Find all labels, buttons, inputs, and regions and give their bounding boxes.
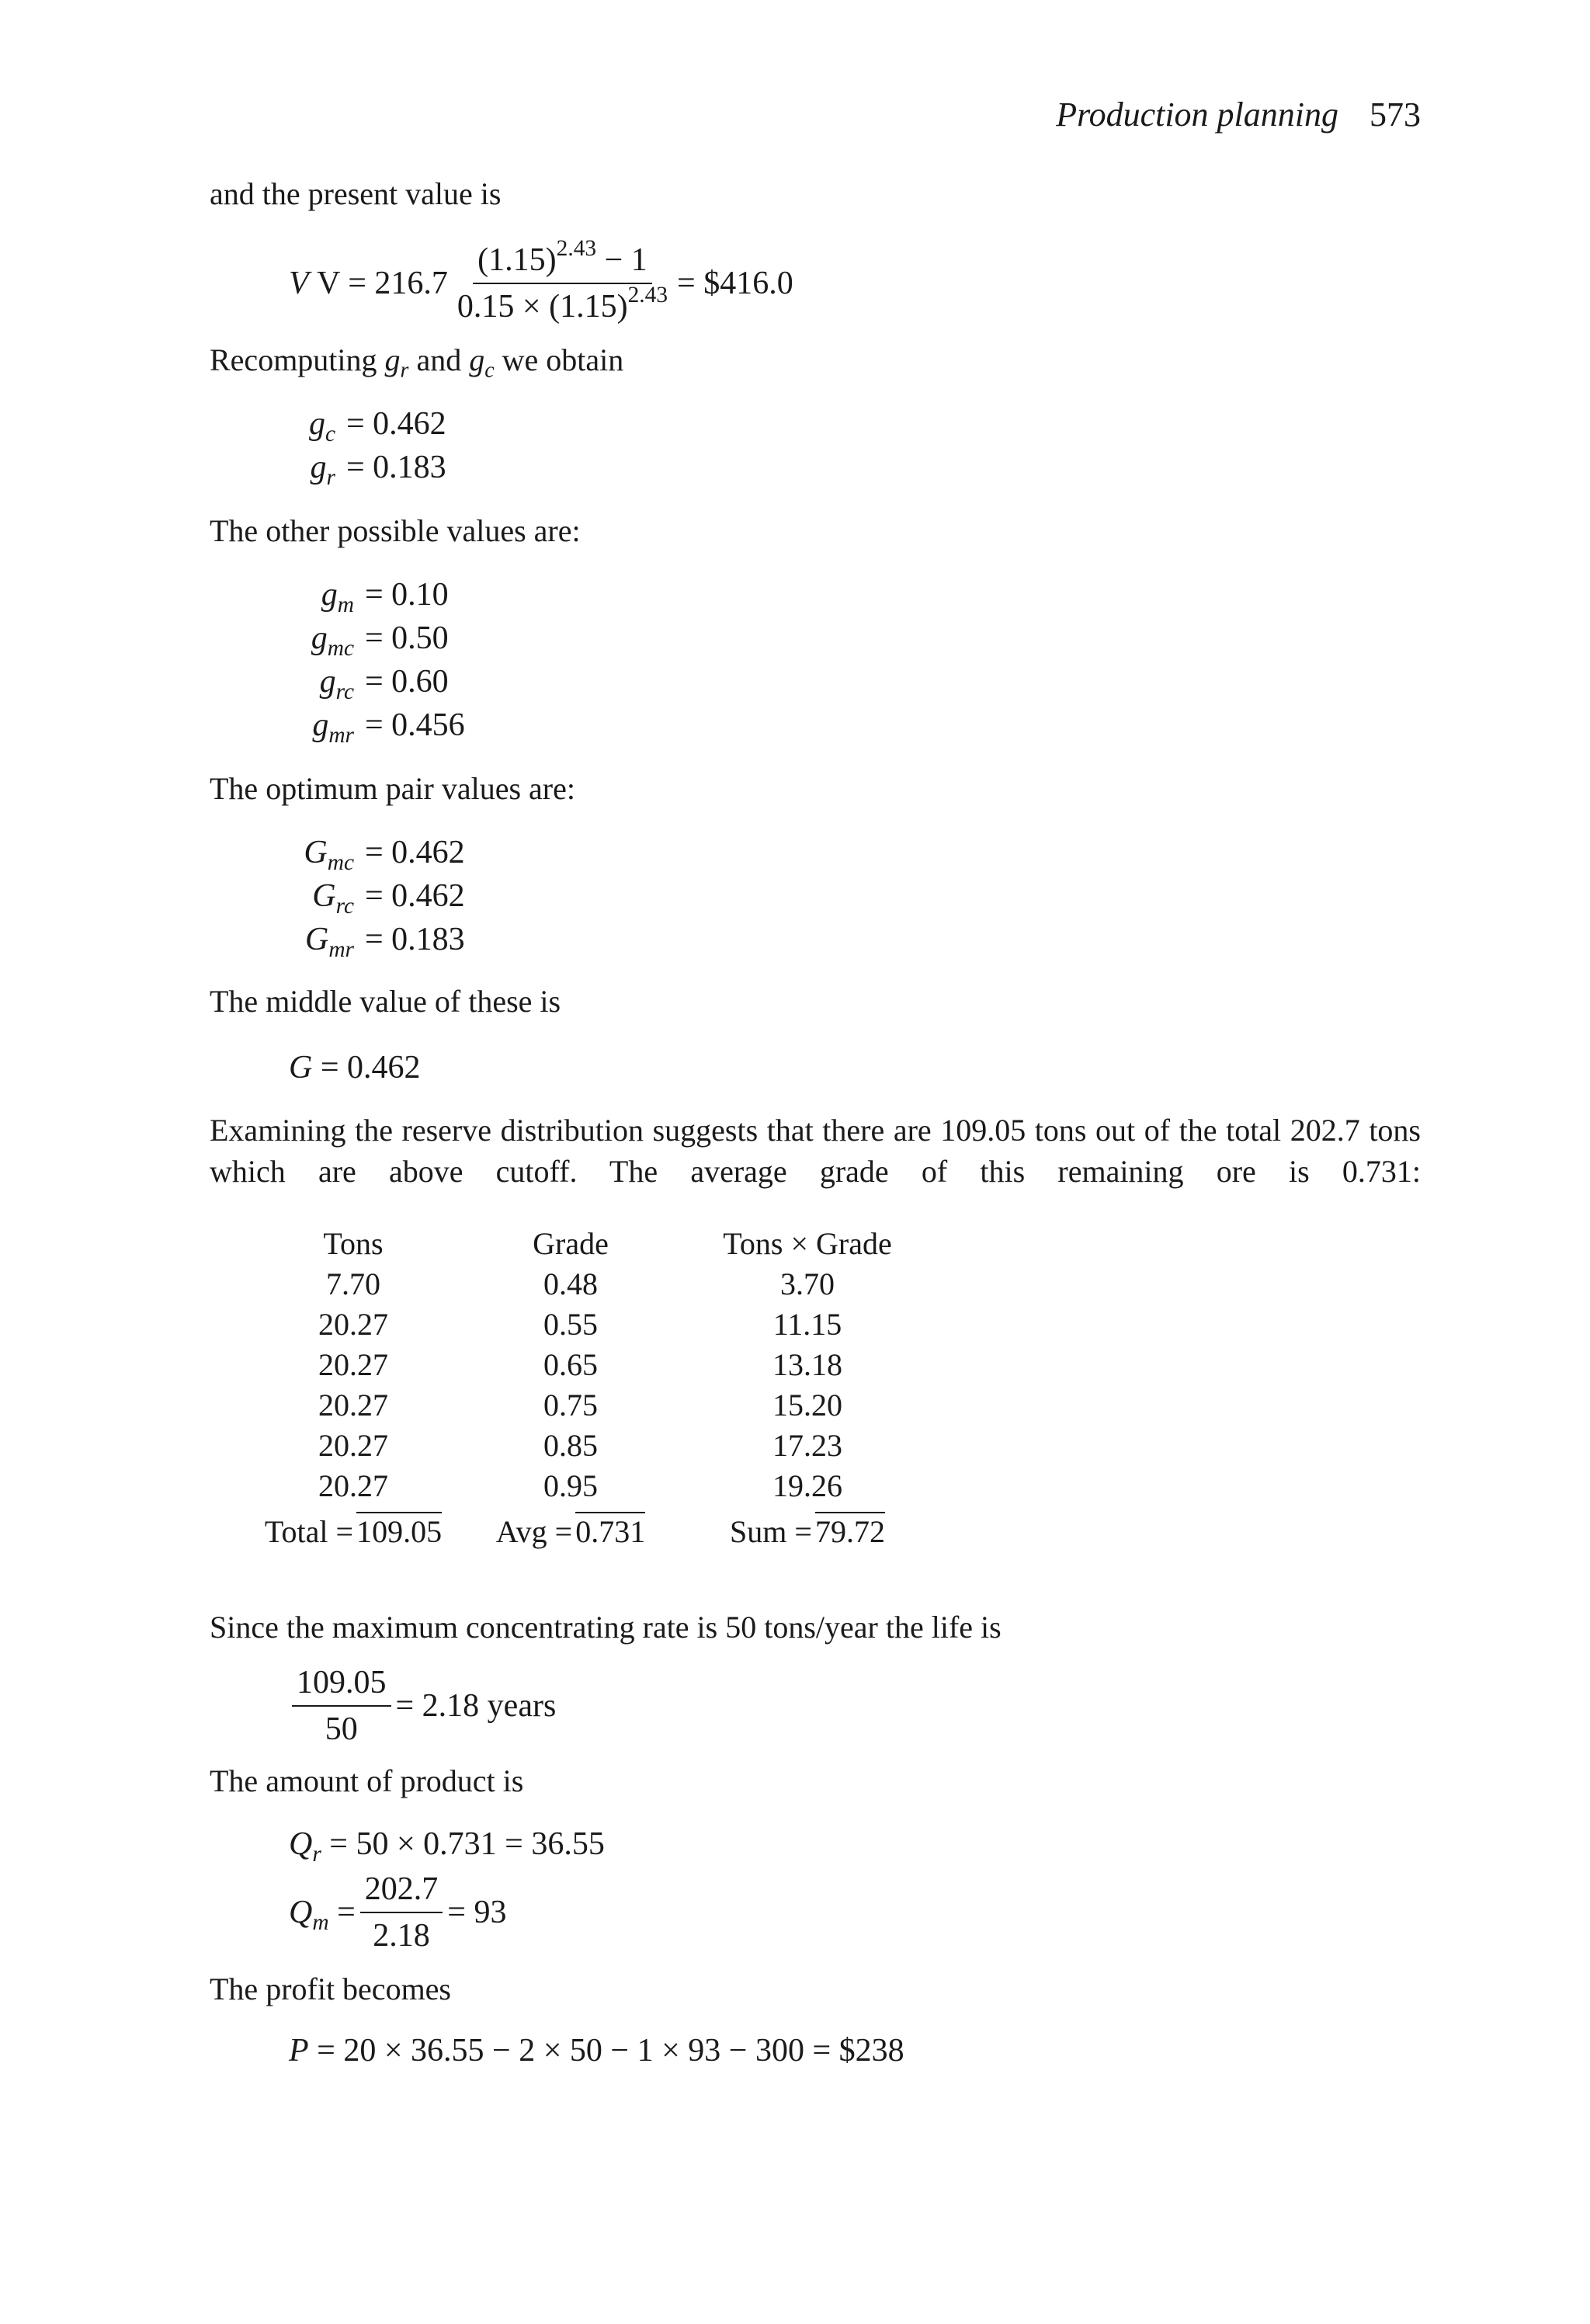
recomputed-g-symbol: $g_c$ bbox=[308, 405, 335, 446]
table-cell: 0.85 bbox=[543, 1427, 598, 1463]
and-text: and bbox=[416, 342, 462, 377]
other-g-value: = 0.456 bbox=[365, 707, 465, 743]
total-label: Sum = bbox=[730, 1513, 812, 1549]
qr-rhs: = 50 × 0.731 = 36.55 bbox=[329, 1826, 605, 1862]
other-g-line bbox=[289, 573, 465, 617]
table-cell: 0.55 bbox=[543, 1306, 598, 1342]
optimum-G-value: = 0.462 bbox=[365, 877, 465, 914]
qm-fraction bbox=[360, 1870, 443, 1956]
other-g-value: = 0.60 bbox=[365, 663, 449, 700]
running-header bbox=[1056, 95, 1421, 134]
table-cell: 17.23 bbox=[772, 1427, 842, 1463]
column-header: Tons bbox=[323, 1225, 384, 1261]
other-g-value: = 0.50 bbox=[365, 620, 449, 656]
we-obtain-text: we obtain bbox=[502, 342, 624, 377]
recomputed-g-line bbox=[289, 446, 446, 489]
recomputed-g-value: = 0.183 bbox=[346, 449, 446, 485]
recomputing-text: Recomputing bbox=[210, 342, 377, 377]
optimum-G-symbol: $G_{mc}$ bbox=[304, 834, 354, 875]
total-value: 0.731 bbox=[575, 1512, 645, 1550]
qm-denominator: 2.18 bbox=[373, 1918, 430, 1954]
other-g-value: = 0.10 bbox=[365, 576, 449, 613]
column-header: Grade bbox=[533, 1225, 609, 1261]
table-header-row bbox=[248, 1223, 932, 1263]
recomputed-g-symbol: $g_r$ bbox=[310, 449, 335, 490]
total-cell bbox=[683, 1506, 932, 1551]
table-cell: 20.27 bbox=[318, 1346, 388, 1382]
qr-equation bbox=[289, 1825, 605, 1867]
recomputed-g-value: = 0.462 bbox=[346, 405, 446, 442]
other-g-symbol: $g_{rc}$ bbox=[319, 663, 354, 704]
v-result: = $416.0 bbox=[677, 266, 793, 302]
profit-rhs: = 20 × 36.55 − 2 × 50 − 1 × 93 − 300 = $238 bbox=[317, 2033, 904, 2069]
life-equation bbox=[287, 1663, 556, 1749]
qm-symbol: Q bbox=[289, 1895, 313, 1931]
optimum-G-line bbox=[289, 918, 465, 961]
qm-equation bbox=[289, 1870, 506, 1956]
table-cell: 20.27 bbox=[318, 1306, 388, 1342]
other-g-symbol: $g_{mc}$ bbox=[311, 620, 354, 661]
optimum-G-line bbox=[289, 874, 465, 918]
middle-rhs: = 0.462 bbox=[320, 1050, 421, 1086]
table-row bbox=[248, 1263, 932, 1304]
other-g-symbol: $g_{mr}$ bbox=[312, 707, 354, 748]
v-den-head: 0.15 × (1.15) bbox=[457, 289, 628, 325]
table-cell: 0.95 bbox=[543, 1468, 598, 1503]
middle-symbol: G bbox=[289, 1050, 313, 1086]
table-cell: 20.27 bbox=[318, 1387, 388, 1423]
middle-value-heading: The middle value of these is bbox=[210, 984, 561, 1019]
qm-subscript: m bbox=[312, 1910, 329, 1935]
table-cell: 11.15 bbox=[772, 1306, 842, 1342]
other-g-symbol: $g_m$ bbox=[321, 576, 354, 617]
total-value: 109.05 bbox=[356, 1512, 442, 1550]
qr-subscript: r bbox=[312, 1841, 321, 1867]
optimum-G-symbol: $G_{rc}$ bbox=[312, 877, 354, 919]
profit-text: The profit becomes bbox=[210, 1971, 451, 2006]
v-num-tail: − 1 bbox=[596, 242, 647, 278]
qr-symbol: Q bbox=[289, 1826, 313, 1862]
v-den-exp: 2.43 bbox=[627, 283, 668, 308]
table-cell: 13.18 bbox=[772, 1346, 842, 1382]
optimum-pairs-list bbox=[289, 831, 465, 961]
other-values-heading: The other possible values are: bbox=[210, 513, 581, 548]
reserve-distribution-table bbox=[248, 1223, 932, 1551]
header-title: Production planning bbox=[1056, 96, 1338, 134]
table-row bbox=[248, 1465, 932, 1506]
middle-value-equation bbox=[289, 1048, 421, 1087]
table-cell: 20.27 bbox=[318, 1427, 388, 1463]
page-number: 573 bbox=[1370, 96, 1421, 134]
optimum-pairs-heading: The optimum pair values are: bbox=[210, 771, 575, 806]
life-fraction bbox=[292, 1663, 391, 1749]
table-totals-row bbox=[248, 1506, 932, 1551]
life-result: = 2.18 years bbox=[395, 1688, 557, 1725]
life-denominator: 50 bbox=[325, 1711, 358, 1748]
column-header: Tons × Grade bbox=[723, 1225, 892, 1261]
table-cell: 0.48 bbox=[543, 1266, 598, 1301]
table-cell: 15.20 bbox=[772, 1387, 842, 1423]
table-row bbox=[248, 1425, 932, 1465]
v-lhs-value: V = 216.7 bbox=[317, 266, 448, 302]
table-cell: 3.70 bbox=[780, 1266, 835, 1301]
optimum-G-value: = 0.462 bbox=[365, 834, 465, 870]
table-cell: 20.27 bbox=[318, 1468, 388, 1503]
since-text: Since the maximum concentrating rate is 50 tons/year the life is bbox=[210, 1610, 1002, 1645]
other-g-line bbox=[289, 660, 465, 703]
profit-symbol: P bbox=[289, 2033, 309, 2069]
optimum-G-value: = 0.183 bbox=[365, 921, 465, 957]
table-cell: 19.26 bbox=[772, 1468, 842, 1503]
qm-eq: = bbox=[337, 1895, 356, 1931]
v-num-base: (1.15) bbox=[477, 242, 557, 278]
qm-result: = 93 bbox=[447, 1895, 507, 1931]
table-cell: 7.70 bbox=[326, 1266, 380, 1301]
table-row bbox=[248, 1344, 932, 1384]
total-cell bbox=[248, 1506, 458, 1551]
table-row bbox=[248, 1304, 932, 1344]
table-row bbox=[248, 1384, 932, 1425]
table-cell: 0.75 bbox=[543, 1387, 598, 1423]
v-fraction bbox=[453, 235, 672, 327]
total-label: Avg = bbox=[495, 1513, 573, 1549]
total-value: 79.72 bbox=[815, 1512, 885, 1550]
profit-equation bbox=[289, 2031, 904, 2070]
recomputing-line: Recomputing $g_r$ and $g_c$ we obtain bbox=[210, 342, 624, 383]
optimum-G-line bbox=[289, 831, 465, 874]
qm-numerator: 202.7 bbox=[360, 1870, 443, 1913]
v-num-exp: 2.43 bbox=[556, 235, 597, 261]
present-value-intro: and the present value is bbox=[210, 176, 502, 211]
table-cell: 0.65 bbox=[543, 1346, 598, 1382]
recomputed-g-line bbox=[289, 402, 446, 446]
total-label: Total = bbox=[264, 1513, 354, 1549]
other-g-line bbox=[289, 617, 465, 660]
total-cell bbox=[458, 1506, 683, 1551]
life-numerator: 109.05 bbox=[292, 1663, 391, 1707]
other-values-list bbox=[289, 573, 465, 747]
present-value-equation: V V = 216.7 $\frac{(1.15)^{2.43} - 1}{0.15 \times (1.15)^{2.43}}$ = $416.0 bbox=[289, 241, 793, 327]
amount-text: The amount of product is bbox=[210, 1763, 524, 1798]
optimum-G-symbol: $G_{mr}$ bbox=[304, 921, 354, 962]
reserve-paragraph: Examining the reserve distribution suggests that there are 109.05 tons out of the total 202.7 tons which are above cutoff. The average grade of this remaining ore is 0.731: bbox=[210, 1113, 1421, 1189]
recomputed-values bbox=[289, 402, 446, 489]
other-g-line bbox=[289, 703, 465, 747]
